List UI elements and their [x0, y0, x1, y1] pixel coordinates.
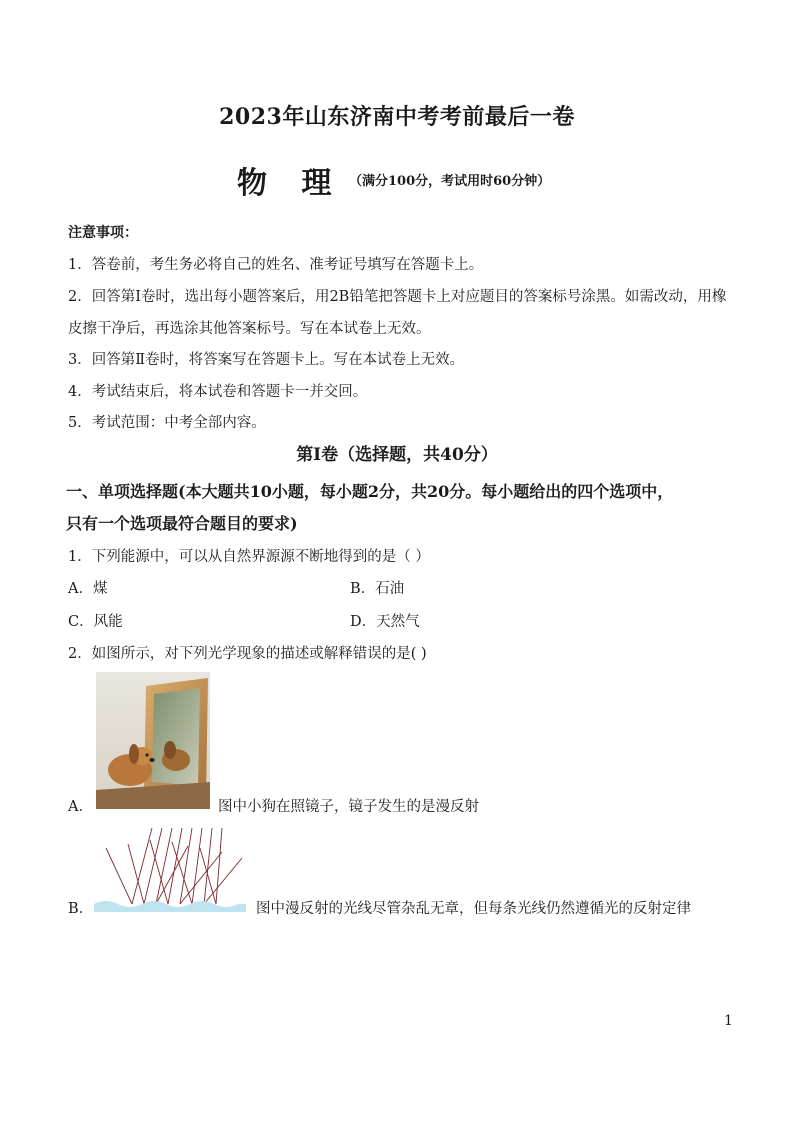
- subject-note: （满分100分，考试用时60分钟）: [349, 174, 551, 189]
- diffuse-reflection-diagram: [92, 826, 248, 912]
- question-1-option-b: B．石油: [350, 581, 405, 597]
- note-1: 1．答卷前，考生务必将自己的姓名、准考证号填写在答题卡上。: [68, 257, 484, 273]
- section-title: 第Ⅰ卷（选择题，共40分）: [296, 445, 498, 465]
- question-2-option-b-label: B．: [68, 901, 94, 917]
- question-1-option-c: C．风能: [68, 614, 123, 630]
- notes-heading: 注意事项：: [68, 225, 138, 241]
- question-2-option-b-text: 图中漫反射的光线尽管杂乱无章，但每条光线仍然遵循光的反射定律: [256, 901, 691, 917]
- question-2-stem: 2．如图所示，对下列光学现象的描述或解释错误的是( ): [68, 646, 427, 662]
- question-2-option-a-text: 图中小狗在照镜子，镜子发生的是漫反射: [218, 799, 479, 815]
- note-2: 2．回答第Ⅰ卷时，选出每小题答案后，用2B铅笔把答题卡上对应题目的答案标号涂黑。如需改动，用橡: [68, 289, 727, 305]
- page-number: 1: [724, 1013, 733, 1029]
- note-3: 3．回答第Ⅱ卷时，将答案写在答题卡上。写在本试卷上无效。: [68, 352, 465, 368]
- question-1-option-d: D．天然气: [350, 614, 420, 630]
- question-1-stem: 1．下列能源中，可以从自然界源源不断地得到的是（ ）: [68, 549, 430, 565]
- note-2-continued: 皮擦干净后，再选涂其他答案标号。写在本试卷上无效。: [68, 321, 431, 337]
- note-5: 5．考试范围：中考全部内容。: [68, 415, 266, 431]
- exam-title: 2023年山东济南中考考前最后一卷: [219, 104, 575, 130]
- question-1-option-a: A．煤: [68, 581, 108, 597]
- note-4: 4．考试结束后，将本试卷和答题卡一并交回。: [68, 384, 368, 400]
- part-heading-line2: 只有一个选项最符合题目的要求): [66, 514, 298, 533]
- part-heading-line1: 一、单项选择题(本大题共10小题，每小题2分，共20分。每小题给出的四个选项中，: [66, 482, 674, 501]
- subject-title: 物 理: [237, 166, 344, 201]
- question-2-option-a-label: A．: [68, 799, 93, 815]
- dog-mirror-image: [96, 672, 210, 809]
